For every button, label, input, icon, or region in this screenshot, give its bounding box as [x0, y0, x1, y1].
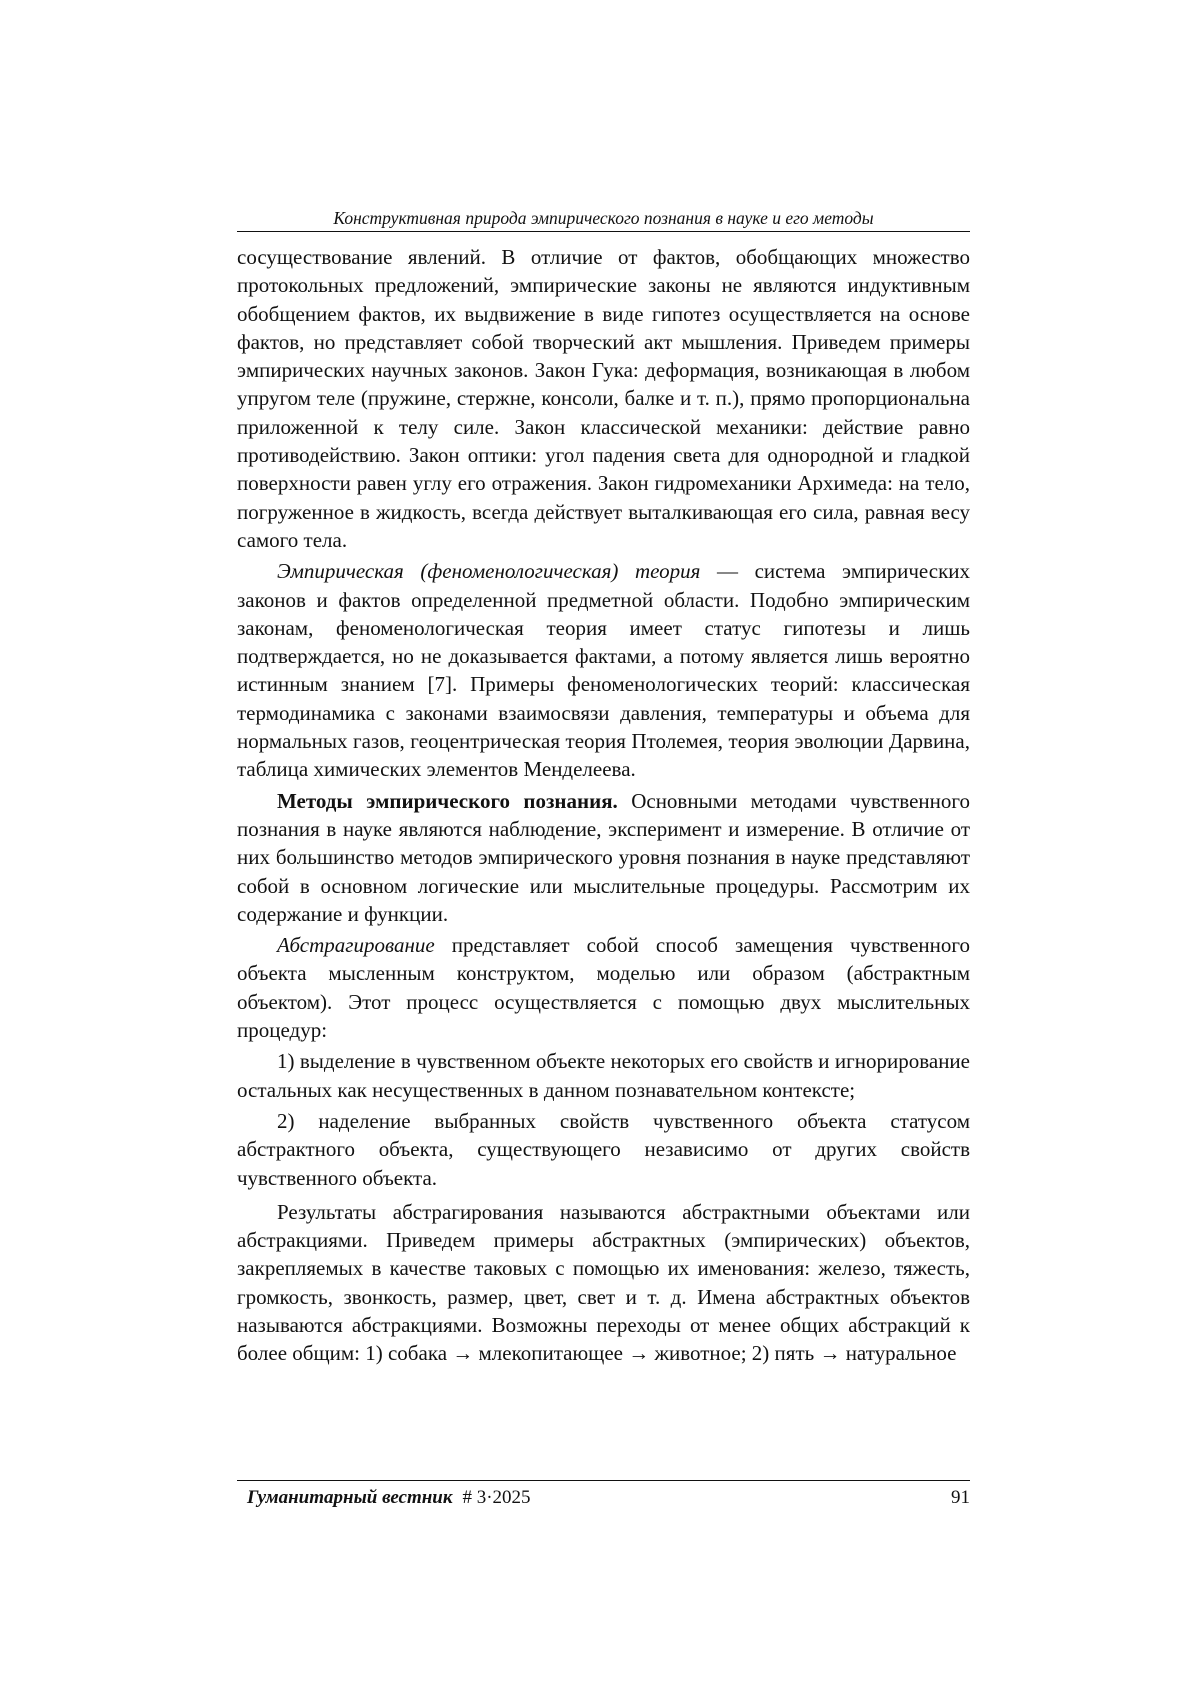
- page-footer: [247, 1486, 970, 1510]
- paragraph-abstraction: [237, 931, 970, 1044]
- paragraph-abstraction-text: представляет собой способ замещения чувственного объекта мысленным конструктом, моделью или образом (абстрактным объектом). Этот процесс осуществляется с помощью двух мыслительных процедур:: [237, 933, 970, 1043]
- term-abstraction: Абстрагирование: [277, 933, 435, 958]
- footer-rule: [237, 1480, 970, 1481]
- header-rule: [237, 231, 970, 232]
- list-item-2: 2) наделение выбранных свойств чувственного объекта статусом абстрактного объекта, существующего независимо от других свойств чувственного объекта.: [237, 1108, 970, 1190]
- section-heading-methods: Методы эмпирического познания.: [277, 788, 618, 813]
- term-empirical-theory: Эмпирическая (феноменологическая) теория: [277, 559, 701, 584]
- issue-number: # 3·2025: [462, 1487, 531, 1508]
- journal-name: Гуманитарный вестник: [247, 1487, 453, 1508]
- journal-page: [237, 0, 970, 1698]
- paragraph-empirical-theory: [237, 557, 970, 783]
- paragraph-methods: [237, 787, 970, 928]
- paragraph-empirical-theory-text: — система эмпирических законов и фактов определенной предметной области. Подобно эмпирическим законам, феноменологическая теория имеет статус гипотезы и лишь подтверждается, но не доказывается фактами, а потому является лишь вероятно истинным знанием [7]. Примеры феноменологических теорий: классическая термодинамика с законами взаимосвязи давления, температуры и объема для нормальных газов, геоцентрическая теория Птолемея, теория эволюции Дарвина, таблица химических элементов Менделеева.: [237, 559, 971, 782]
- paragraph-continued: сосуществование явлений. В отличие от фактов, обобщающих множество протокольных предложений, эмпирические законы не являются индуктивным обобщением фактов, их выдвижение в виде гипотез осуществляется на основе фактов, но представляет собой творческий акт мышления. Приведем примеры эмпирических научных законов. Закон Гука: деформация, возникающая в любом упругом теле (пружине, стержне, консоли, балке и т. п.), прямо пропорциональна приложенной к телу силе. Закон классической механики: действие равно противодействию. Закон оптики: угол падения света для однородной и гладкой поверхности равен углу его отражения. Закон гидромеханики Архимеда: на тело, погруженное в жидкость, всегда действует выталкивающая его сила, равная весу самого тела.: [237, 245, 970, 552]
- paragraph-methods-text: Основными методами чувственного познания в науке являются наблюдение, эксперимент и измерение. В отличие от них большинство методов эмпирического уровня познания в науке представляют собой в основном логические или мыслительные процедуры. Рассмотрим их содержание и функции.: [237, 788, 970, 926]
- paragraph-abstraction-results: Результаты абстрагирования называются абстрактными объектами или абстракциями. Приведем примеры абстрактных (эмпирических) объектов, закрепляемых в качестве таковых с помощью их именования: железо, тяжесть, громкость, звонкость, размер, цвет, свет и т. д. Имена абстрактных объектов называются абстракциями. Возможны переходы от менее общих абстракций к более общим: 1) собака → млекопитающее → животное; 2) пять → натуральное: [237, 1199, 970, 1366]
- list-item-1: 1) выделение в чувственном объекте некоторых его свойств и игнорирование остальных как несущественных в данном познавательном контексте;: [237, 1049, 970, 1102]
- page-number: 91: [951, 1487, 970, 1508]
- article-body: [237, 243, 970, 1371]
- running-title: Конструктивная природа эмпирического познания в науке и его методы: [333, 208, 874, 228]
